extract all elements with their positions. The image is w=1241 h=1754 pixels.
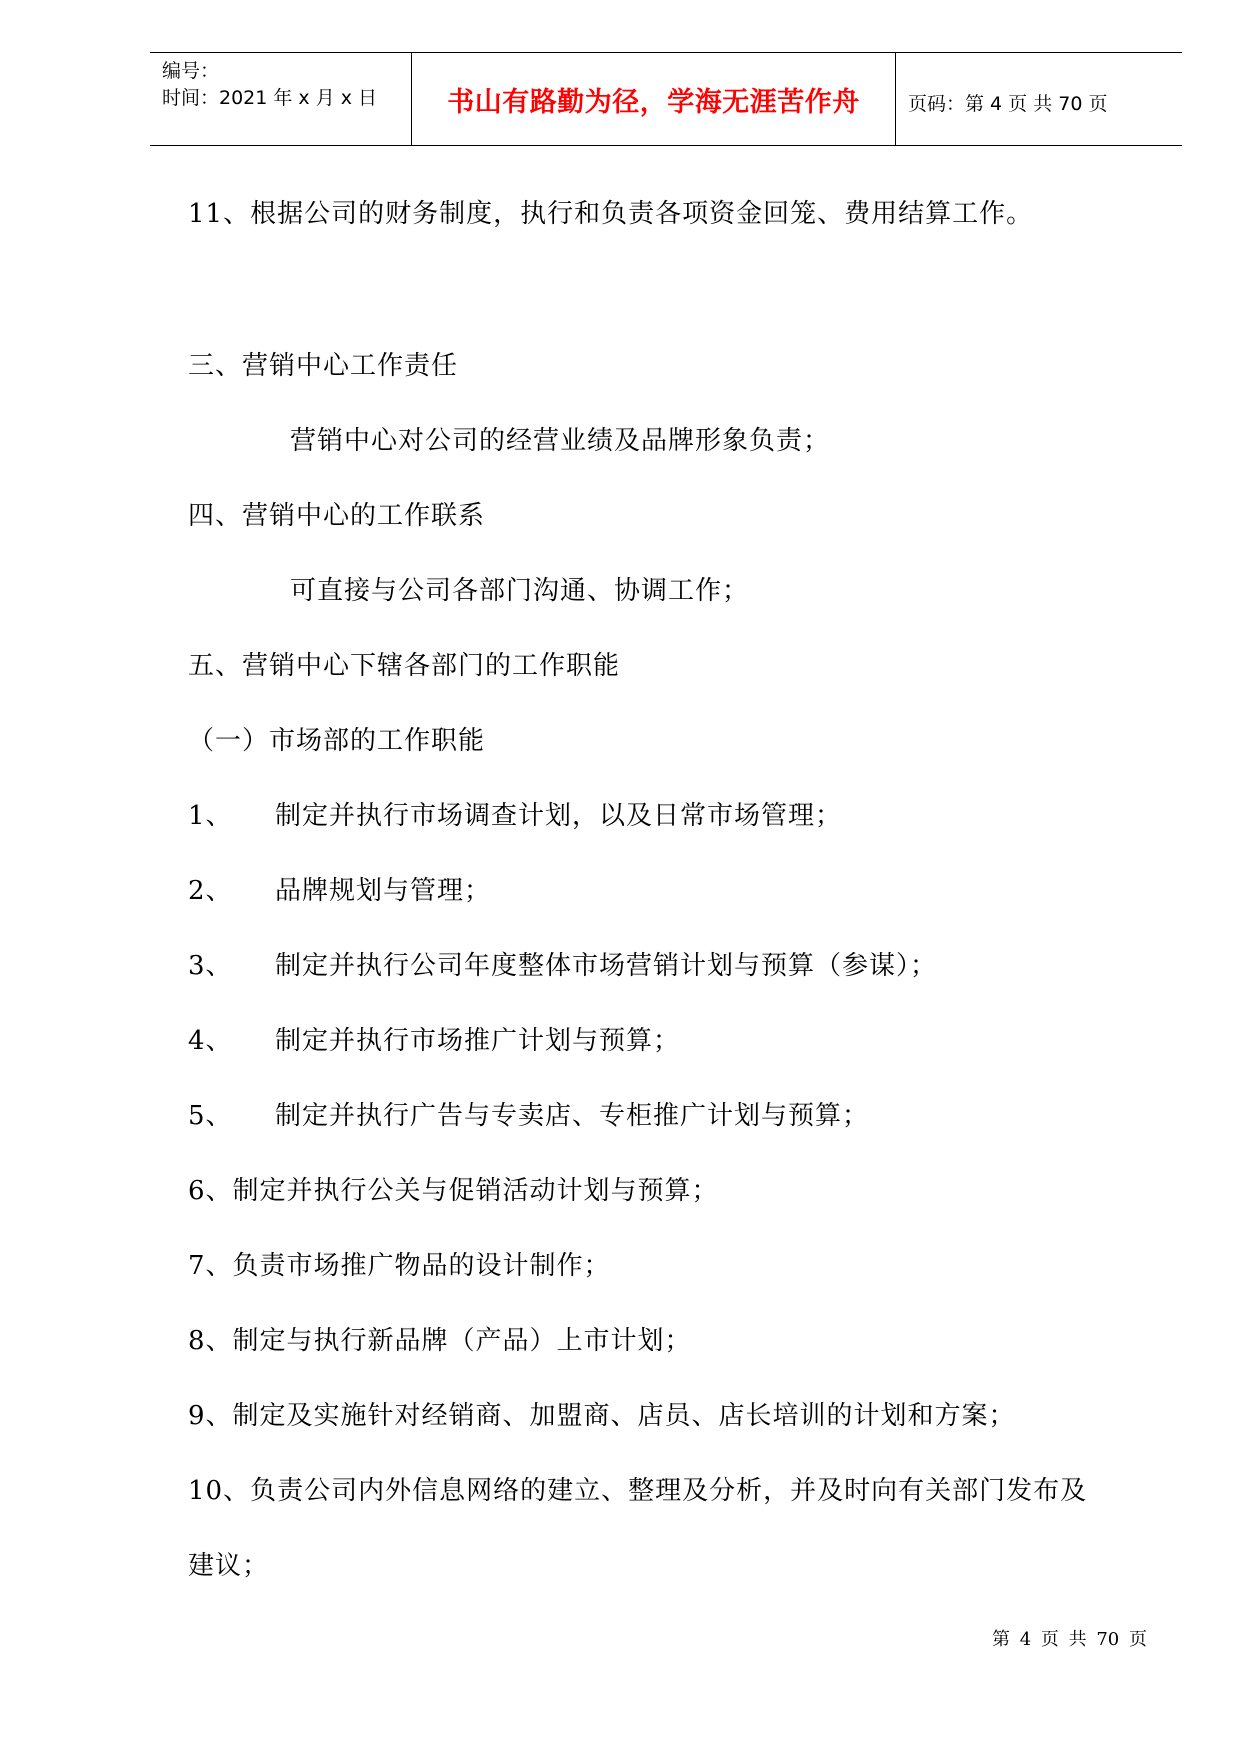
list-item-text: 制定并执行公司年度整体市场营销计划与预算（参谋）； <box>275 951 938 981</box>
list-item-number: 5、 <box>188 1101 233 1131</box>
time-label: 时间：2021 年 x 月 x 日 <box>162 87 378 109</box>
page-footer-number: 第 4 页 共 70 页 <box>992 1629 1147 1650</box>
list-item-text: 制定并执行广告与专卖店、专柜推广计划与预算； <box>275 1101 870 1131</box>
list-item <box>188 870 491 907</box>
header-page-info: 页码：第 4 页 共 70 页 <box>908 93 1108 115</box>
item-7: 7、负责市场推广物品的设计制作； <box>188 1251 611 1281</box>
motto-text: 书山有路勤为径，学海无涯苦作舟 <box>447 86 860 118</box>
header-motto-cell <box>412 53 896 145</box>
list-item-number: 4、 <box>188 1026 233 1056</box>
list-item <box>188 945 937 982</box>
section-3-title: 三、营销中心工作责任 <box>188 351 459 381</box>
list-item <box>188 795 842 832</box>
item-9: 9、制定及实施针对经销商、加盟商、店员、店长培训的计划和方案； <box>188 1401 1016 1431</box>
section-4-title: 四、营销中心的工作联系 <box>188 501 486 531</box>
section-5-title: 五、营销中心下辖各部门的工作职能 <box>188 651 621 681</box>
page-header <box>150 52 1182 146</box>
header-page-cell <box>896 53 1182 145</box>
item-11: 11、根据公司的财务制度，执行和负责各项资金回笼、费用结算工作。 <box>188 199 1034 229</box>
list-item <box>188 1020 680 1057</box>
item-10-line-1: 10、负责公司内外信息网络的建立、整理及分析，并及时向有关部门发布及 <box>188 1476 1088 1506</box>
section-3-body: 营销中心对公司的经营业绩及品牌形象负责； <box>290 426 831 456</box>
list-item-text: 制定并执行市场调查计划，以及日常市场管理； <box>275 801 843 831</box>
list-item <box>188 1095 869 1132</box>
item-6: 6、制定并执行公关与促销活动计划与预算； <box>188 1176 719 1206</box>
item-8: 8、制定与执行新品牌（产品）上市计划； <box>188 1326 692 1356</box>
list-item-text: 制定并执行市场推广计划与预算； <box>275 1026 681 1056</box>
subsection-1-title: （一）市场部的工作职能 <box>188 726 486 756</box>
serial-label: 编号： <box>162 60 220 82</box>
list-item-number: 1、 <box>188 801 233 831</box>
header-meta-cell <box>150 53 412 145</box>
list-item-number: 3、 <box>188 951 233 981</box>
section-4-body: 可直接与公司各部门沟通、协调工作； <box>290 576 750 606</box>
item-10-line-2: 建议； <box>188 1551 270 1581</box>
list-item-number: 2、 <box>188 876 233 906</box>
list-item-text: 品牌规划与管理； <box>275 876 492 906</box>
